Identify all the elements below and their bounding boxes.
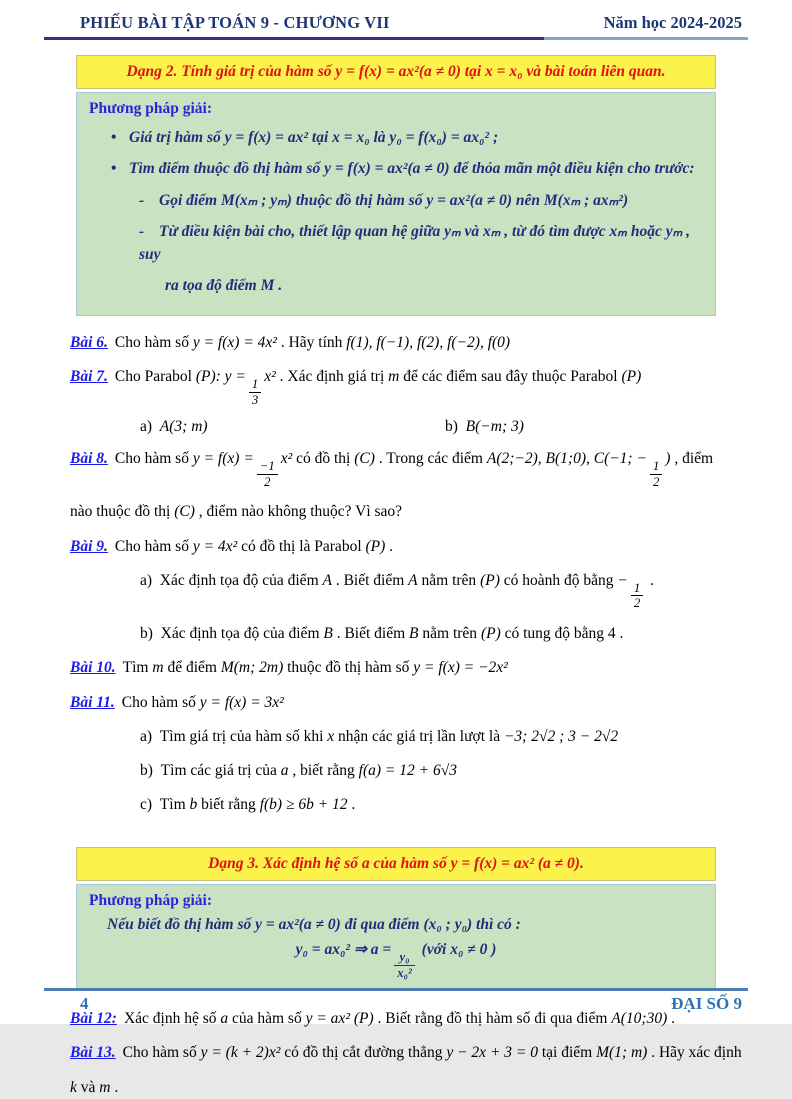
fraction-numerator: 1: [650, 459, 662, 475]
dang3-title-box: [76, 847, 716, 881]
math: (P): [480, 571, 500, 589]
text: nhận các giá trị lần lượt là: [334, 727, 504, 745]
exercise-bai11-part-b: [140, 759, 742, 782]
math: f(b) ≥ 6b + 12: [259, 796, 348, 814]
exercise-bai9-part-a: [140, 569, 742, 611]
math: (P): [621, 368, 642, 386]
math: A: [408, 571, 418, 589]
math: (P): y =: [195, 368, 246, 386]
text: Xác định tọa độ của điểm: [159, 571, 323, 589]
method-dash-2-cont: ra tọa độ điểm M .: [165, 277, 283, 295]
text: , biết rằng: [288, 762, 359, 780]
exercise-bai11: [70, 691, 742, 714]
math: x²: [264, 368, 276, 386]
text: .: [646, 571, 654, 589]
part-letter: a): [140, 418, 153, 436]
math: x²: [280, 450, 293, 468]
math: (P): [480, 625, 501, 643]
part-letter: b): [445, 418, 458, 436]
exercise-label: Bài 9.: [70, 537, 108, 555]
exercise-bai10: [70, 656, 742, 679]
text: .: [347, 796, 356, 814]
text: Tìm: [159, 796, 190, 814]
fraction-denominator: 2: [633, 596, 641, 611]
method-dash-2: [139, 221, 703, 266]
math: x: [327, 727, 335, 745]
fraction: [257, 459, 278, 489]
math: y = f(x) = 4x²: [192, 333, 277, 351]
method-bullet-2-text: Tìm điểm thuộc đồ thị hàm số y = f(x) = ax²(a ≠ 0) để thỏa mãn một điều kiện cho trước:: [129, 160, 695, 178]
math: a: [220, 1010, 229, 1028]
math: B(−m; 3): [465, 418, 524, 436]
fraction-numerator: 1: [631, 581, 643, 597]
math: y = f(x) =: [192, 450, 254, 468]
footer-book-title: ĐẠI SỐ 9: [671, 994, 742, 1013]
math: A(10;30): [611, 1010, 668, 1028]
math: y = (k + 2)x²: [200, 1044, 281, 1062]
text: . Trong các điểm: [374, 450, 487, 468]
math: ): [665, 450, 671, 468]
math: (C): [174, 503, 195, 521]
exercise-bai13-line2: [70, 1076, 742, 1099]
exercise-bai8: [70, 447, 742, 489]
method-box-dang2: [76, 92, 716, 316]
part-letter: b): [140, 625, 153, 643]
bullet-icon: •: [111, 129, 117, 146]
dang2-title-box: [76, 55, 716, 89]
method-dash-2-text: Từ điều kiện bài cho, thiết lập quan hệ giữa yₘ và xₘ , từ đó tìm được xₘ hoặc yₘ , suy: [139, 223, 690, 263]
math: y = f(x) = 3x²: [199, 693, 284, 711]
dash-icon: -: [139, 191, 145, 209]
text: Cho hàm số: [121, 693, 200, 711]
text: . Biết điểm: [332, 625, 410, 643]
bullet-icon: •: [111, 160, 117, 178]
fraction: [650, 459, 662, 489]
text: Cho Parabol: [114, 368, 196, 386]
math: f(1), f(−1), f(2), f(−2), f(0): [346, 333, 511, 351]
method-bullet-2: [111, 158, 703, 180]
text: và: [76, 1078, 100, 1096]
math: (với x₀ ≠ 0 ): [417, 941, 497, 959]
exercise-bai7-parts: [70, 418, 742, 436]
math: M(1; m): [596, 1044, 648, 1062]
math: A(2;−2), B(1;0), C(−1; −: [486, 450, 647, 468]
part-letter: a): [140, 571, 153, 589]
text: .: [110, 1078, 119, 1096]
exercise-bai7: [70, 365, 742, 407]
header-title: PHIẾU BÀI TẬP TOÁN 9 - CHƯƠNG VII: [80, 13, 390, 32]
text: có tung độ bằng 4 .: [500, 625, 624, 643]
text: Xác định hệ số: [123, 1010, 221, 1028]
text: để các điểm sau đây thuộc Parabol: [399, 368, 622, 386]
page-content: [0, 55, 792, 1099]
fraction-denominator: 3: [251, 392, 259, 407]
fraction-numerator: y₀: [394, 950, 415, 966]
method-bullet-1-text: Giá trị hàm số y = f(x) = ax² tại x = x₀ là y₀ = f(x₀) = ax₀² ;: [129, 129, 499, 146]
method-title: Phương pháp giải:: [89, 100, 212, 117]
method-box-dang3: [76, 884, 716, 992]
page-header: [0, 0, 792, 37]
math: −: [617, 571, 628, 589]
text: .: [667, 1010, 675, 1028]
text: có đồ thị là Parabol: [237, 537, 366, 555]
exercise-label: Bài 10.: [70, 659, 116, 677]
text: của hàm số: [228, 1010, 306, 1028]
math: y = ax² (P): [305, 1010, 374, 1028]
fraction-numerator: −1: [257, 459, 278, 475]
exercise-bai9-part-b: [140, 622, 742, 645]
exercise-label: Bài 12:: [70, 1010, 117, 1028]
math: A: [322, 571, 332, 589]
text: . Hãy tính: [276, 333, 347, 351]
page-footer: [0, 988, 792, 1014]
text: . Xác định giá trị: [275, 368, 389, 386]
fraction: [394, 950, 415, 980]
math: m: [388, 368, 400, 386]
text: , điểm: [670, 450, 714, 468]
text: . Biết rằng đồ thị hàm số đi qua điểm: [373, 1010, 612, 1028]
dang3-title: Dạng 3. Xác định hệ số a của hàm số y = f(x) = ax² (a ≠ 0).: [208, 854, 584, 872]
text: tại điểm: [537, 1044, 597, 1062]
math: y₀ = ax₀² ⇒ a =: [295, 941, 392, 959]
text: nằm trên: [418, 625, 481, 643]
exercise-bai6: [70, 331, 742, 354]
fraction-denominator: 2: [652, 474, 660, 489]
math: y = 4x²: [192, 537, 238, 555]
text: , điểm nào không thuộc? Vì sao?: [194, 503, 403, 521]
text: Tìm giá trị của hàm số khi: [159, 727, 328, 745]
text: Tìm: [122, 659, 153, 677]
text: . Biết điểm: [331, 571, 409, 589]
method3-line: Nếu biết đồ thị hàm số y = ax²(a ≠ 0) đi qua điểm (x₀ ; y₀) thì có :: [107, 915, 521, 933]
text: biết rằng: [197, 796, 260, 814]
text: có hoành độ bằng: [499, 571, 618, 589]
fraction: [249, 377, 261, 407]
exercise-bai11-part-a: [140, 725, 742, 748]
text: Cho hàm số: [114, 450, 193, 468]
math: M(m; 2m): [220, 659, 284, 677]
exercise-label: Bài 11.: [70, 693, 115, 711]
footer-row: [0, 991, 792, 1014]
exercise-bai11-part-c: [140, 793, 742, 816]
header-rule: [44, 37, 748, 40]
text: để điểm: [163, 659, 221, 677]
text: nào thuộc đồ thị: [70, 503, 175, 521]
part-letter: a): [140, 727, 153, 745]
math: y = f(x) = −2x²: [413, 659, 508, 677]
method-dash-1: [139, 190, 703, 212]
text: Cho hàm số: [122, 1044, 201, 1062]
header-school-year: Năm học 2024-2025: [603, 13, 742, 32]
exercise-label: Bài 8.: [70, 450, 108, 468]
math: B: [323, 625, 333, 643]
method3-formula: [89, 940, 703, 980]
math: (C): [354, 450, 375, 468]
exercise-bai9: [70, 535, 742, 558]
dang2-title: Dạng 2. Tính giá trị của hàm số y = f(x) = ax²(a ≠ 0) tại x = x₀ và bài toán liên quan.: [126, 63, 666, 80]
math: m: [152, 659, 164, 677]
math: B: [409, 625, 419, 643]
text: Tìm các giá trị của: [160, 762, 281, 780]
math: −3; 2√2 ; 3 − 2√2: [503, 727, 619, 745]
part-letter: b): [140, 762, 153, 780]
text: nằm trên: [417, 571, 481, 589]
text: .: [385, 537, 394, 555]
text: Xác định tọa độ của điểm: [160, 625, 324, 643]
math: A(3; m): [159, 418, 208, 436]
text: thuộc đồ thị hàm số: [283, 659, 414, 677]
math: (P): [365, 537, 386, 555]
text: Cho hàm số: [114, 537, 193, 555]
part-a: [140, 418, 445, 436]
exercise-label: Bài 13.: [70, 1044, 116, 1062]
page-number: 4: [80, 994, 89, 1013]
math: y − 2x + 3 = 0: [446, 1044, 538, 1062]
math: k: [70, 1078, 77, 1096]
part-b: [445, 418, 524, 436]
fraction-denominator: 2: [264, 474, 271, 489]
text: có đồ thị cắt đường thẳng: [280, 1044, 447, 1062]
text: Cho hàm số: [114, 333, 193, 351]
text: có đồ thị: [292, 450, 355, 468]
exercise-label: Bài 6.: [70, 333, 108, 351]
math: b: [189, 796, 198, 814]
part-letter: c): [140, 796, 153, 814]
fraction: [631, 581, 643, 611]
math: m: [99, 1078, 111, 1096]
math: f(a) = 12 + 6√3: [358, 762, 457, 780]
text: . Hãy xác định: [647, 1044, 742, 1062]
dash-icon: -: [139, 223, 145, 241]
fraction-numerator: 1: [249, 377, 261, 393]
exercise-bai8-line2: [70, 500, 742, 523]
method-title: Phương pháp giải:: [89, 891, 212, 909]
exercise-label: Bài 7.: [70, 368, 108, 386]
method-bullet-1: [111, 127, 703, 149]
fraction-denominator: x₀²: [397, 965, 412, 980]
math: a: [280, 762, 289, 780]
exercise-bai13: [70, 1041, 742, 1064]
method-dash-1-text: Gọi điểm M(xₘ ; yₘ) thuộc đồ thị hàm số y = ax²(a ≠ 0) nên M(xₘ ; axₘ²): [159, 191, 629, 209]
